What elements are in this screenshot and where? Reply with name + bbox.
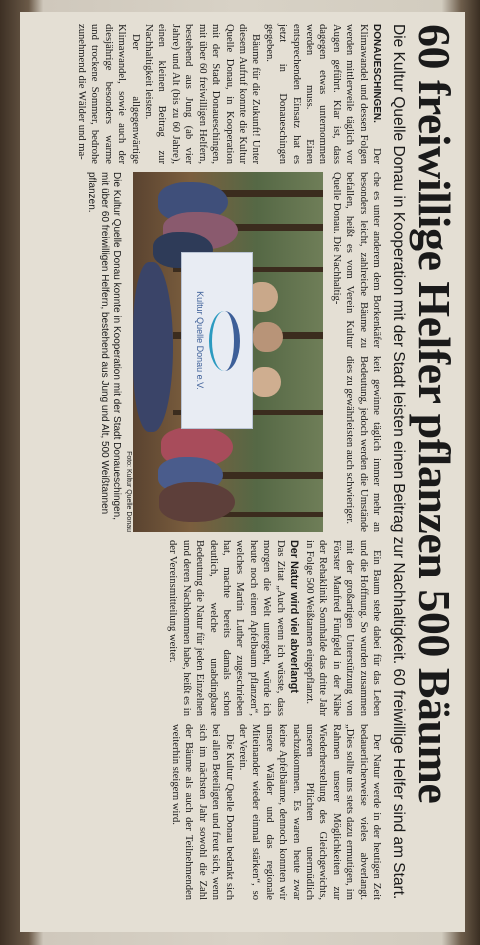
paragraph: Der allgegenwärtige Klimawandel, sowie auch der diesjährige besonders warme und trockene Sommer, bedrohe zunehmend die Wälder und ma-	[76, 24, 141, 164]
group-photo	[133, 172, 323, 532]
person	[159, 482, 235, 522]
paragraph: Bäume für die Zukunft! Unter diesem Aufruf konnte die Kultur Quelle Donau, in Kooperation mit der Stadt Donaueschingen, mit über 60 freiwilligen Helfern, bestehend aus Jung (ab vier Jahre) und Alt (bis zu 60 Jahre), einen kleinen Beitrag zur Nachhaltigkeit leisten.	[143, 24, 262, 164]
subheadline: Die Kultur Quelle Donau in Kooperation mit der Stadt leisten einen Beitrag zur Nachhaltigkeit. 60 freiwillige Helfer sind am Start.	[390, 24, 407, 900]
dateline: DONAUESCHINGEN.	[371, 24, 382, 123]
water-swirl-logo	[209, 311, 240, 371]
column-1	[75, 24, 383, 164]
column-4	[75, 724, 383, 900]
newspaper-clipping	[20, 12, 465, 932]
middle-section	[75, 172, 383, 532]
paragraph: Der Natur werde in der heutigen Zeit bedauerlicherweise vieles abverlangt. „Dies sollte uns stets dazu ermutigen, im Rahmen unserer Möglichkeiten zur Wiederherstellung des Gleichgewichts, unseren Pflichten unermüdlich nachzukommen. Es waren heute zwar keine Apfelbäume, dennoch konnten wir unsere Wälder und das regionale Miteinander wieder einmal stärken“, so der Verein.	[236, 724, 382, 900]
paragraph: Das Zitat „Auch wenn ich wüsste, dass morgen die Welt untergeht, würde ich heute noch einen Apfelbaum pflanzen“, welches Martin Luther zugeschrieben hat, machte bereits damals schon deutlich, welche unabdingbare Bedeutung die Natur für jeden Einzelnen und deren Nachkommen habe, heißt es in der Vereinsmitteilung weiter.	[167, 540, 286, 716]
column-2a	[329, 172, 383, 348]
middle-text-row	[329, 172, 383, 532]
person	[251, 367, 281, 397]
paragraph: Ein Baum stehe dabei für das Leben und die Hoffnung. So wurden zusammen mit der großartigen Unterstützung von Förster Manfred Fünfgeld in der Nähe der Rehaklinik Sonnhalde das dritte Jahr in Folge 500 Weißtannen eingepflanzt.	[303, 540, 382, 716]
kneeling-group	[133, 262, 173, 432]
article-body	[75, 24, 383, 920]
paragraph: che es unter anderem dem Borkenkäfer besonders leicht, zahlreiche Bäume zu befallen, heißt es vom Verein Kultur Quelle Donau. Die Nachhaltig-	[330, 172, 382, 348]
paragraph: keit gewinne täglich immer mehr an Bedeutung, jedoch werden die Umstände dies zu gewährleisten auch schwieriger.	[344, 356, 382, 532]
column-2b	[329, 356, 383, 532]
photo-caption: Die Kultur Quelle Donau konnte in Kooperation mit der Stadt Donaueschingen, mit über 60 freiwilligen Helfern, bestehend aus Jung und Alt, 500 Weißtannen pflanzen.	[86, 172, 123, 520]
paragraph-text: Der Klimawandel und dessen Folgen werden mittlerweile täglich vor Augen geführt. Klar ist, dass dagegen etwas unternommen werden muss. Einen entsprechenden Einsatz hat es jetzt in Donaueschingen gegeben.	[263, 24, 382, 164]
club-banner	[181, 252, 253, 429]
banner-text: Kultur Quelle Donau e.V.	[194, 291, 205, 390]
paragraph	[262, 24, 383, 164]
paragraph: Die Kultur Quelle Donau bedankt sich bei allen Beteiligten und freut sich, wenn sich im nächsten Jahr sowohl die Zahl der Bäume als auch der Teilnehmenden weiterhin steigern wird.	[169, 724, 235, 900]
person	[253, 322, 283, 352]
photo-credit: Foto: Kultur Quelle Donau	[125, 451, 133, 532]
column-3	[75, 540, 383, 716]
headline: 60 freiwillige Helfer pflanzen 500 Bäume	[409, 24, 460, 804]
section-subhead: Der Natur wird viel abverlangt	[287, 540, 300, 694]
